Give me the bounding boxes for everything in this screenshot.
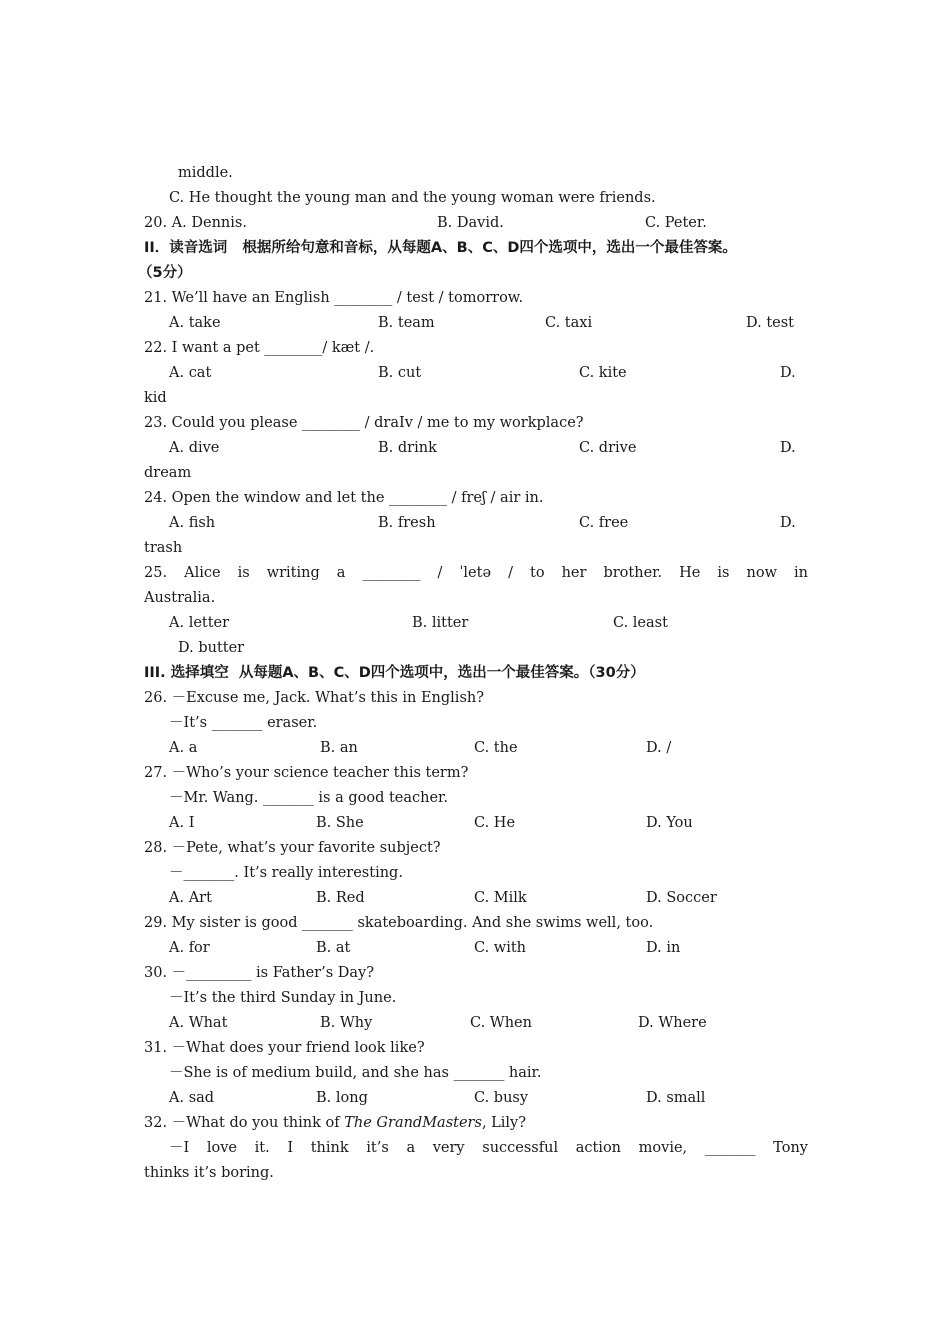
option-c: C. busy: [474, 1090, 529, 1106]
section-heading-2-score: （5分）: [138, 265, 192, 281]
option-d: D. You: [646, 815, 693, 831]
question-22: 22. I want a pet ________/ kæt /.: [144, 340, 375, 356]
option-a: A. a: [169, 740, 198, 756]
question-32-text-end: , Lily?: [481, 1115, 527, 1131]
question-30-options: [144, 1011, 808, 1036]
option-a: A. fish: [169, 515, 216, 531]
option-c: C. When: [470, 1015, 532, 1031]
text-line: thinks it’s boring.: [144, 1165, 274, 1181]
question-25-options: [144, 611, 808, 636]
option-c: C. Peter.: [645, 215, 707, 231]
question-26-options: [144, 736, 808, 761]
answer-line: －It’s _______ eraser.: [169, 715, 318, 731]
question-23-options: [144, 436, 808, 461]
question-22-options: [144, 361, 808, 386]
option-b: B. at: [316, 940, 351, 956]
option-b: B. Red: [316, 890, 365, 906]
option-d: D. /: [646, 740, 672, 756]
question-28-options: [144, 886, 808, 911]
option-d: D.: [780, 515, 796, 531]
text-line: middle.: [178, 165, 233, 181]
option-b: B. drink: [378, 440, 437, 456]
answer-line: －Mr. Wang. _______ is a good teacher.: [169, 790, 449, 806]
option-b: B. fresh: [378, 515, 436, 531]
text-line: trash: [144, 540, 183, 556]
question-31-options: [144, 1086, 808, 1111]
option-a: A. dive: [169, 440, 220, 456]
question-32: [144, 1111, 808, 1136]
option-a: A. I: [169, 815, 195, 831]
question-28: 28. －Pete, what’s your favorite subject?: [144, 840, 441, 856]
text-line: Australia.: [144, 590, 216, 606]
option-c: C. Milk: [474, 890, 527, 906]
option-a: A. Art: [169, 890, 212, 906]
option-a: A. letter: [169, 615, 230, 631]
option-b: B. an: [320, 740, 358, 756]
question-24: 24. Open the window and let the ________ / freʃ / air in.: [144, 490, 544, 506]
movie-title: The GrandMasters: [344, 1115, 482, 1131]
option-c: C. free: [579, 515, 629, 531]
question-30: 30. －_________ is Father’s Day?: [144, 965, 375, 981]
question-32-text: 32. －What do you think of: [144, 1115, 345, 1131]
question-27: 27. －Who’s your science teacher this term?: [144, 765, 469, 781]
option-a: A. cat: [169, 365, 212, 381]
text-line: kid: [144, 390, 167, 406]
section-heading-2: II．读音选词 根据所给句意和音标，从每题A、B、C、D四个选项中，选出一个最佳答案。: [144, 240, 737, 256]
option-b: B. team: [378, 315, 435, 331]
option-c: C. kite: [579, 365, 627, 381]
option-a: 20. A. Dennis.: [144, 215, 247, 231]
option-b: B. Why: [320, 1015, 373, 1031]
option-c: C. the: [474, 740, 518, 756]
option-d: D.: [780, 365, 796, 381]
option-c: C. least: [613, 615, 668, 631]
question-26: 26. －Excuse me, Jack. What’s this in English?: [144, 690, 484, 706]
option-b: B. cut: [378, 365, 422, 381]
answer-line: －It’s the third Sunday in June.: [169, 990, 397, 1006]
option-line: C. He thought the young man and the young woman were friends.: [169, 190, 656, 206]
question-24-options: [144, 511, 808, 536]
answer-line: －I love it. I think it’s a very successful action movie, _______ Tony: [169, 1140, 808, 1156]
option-a: A. take: [169, 315, 221, 331]
question-21: 21. We’ll have an English ________ / test / tomorrow.: [144, 290, 524, 306]
question-29-options: [144, 936, 808, 961]
option-d: D. test: [746, 315, 795, 331]
option-d: D. in: [646, 940, 681, 956]
option-b: B. David.: [437, 215, 504, 231]
option-d: D. butter: [178, 640, 245, 656]
option-c: C. taxi: [545, 315, 593, 331]
option-b: B. She: [316, 815, 364, 831]
option-d: D.: [780, 440, 796, 456]
question-25: 25. Alice is writing a ________ / ˈletə / to her brother. He is now in: [144, 565, 808, 581]
option-d: D. Soccer: [646, 890, 717, 906]
option-a: A. What: [169, 1015, 228, 1031]
option-c: C. He: [474, 815, 516, 831]
option-b: B. long: [316, 1090, 368, 1106]
option-c: C. with: [474, 940, 527, 956]
text-line: dream: [144, 465, 192, 481]
question-31: 31. －What does your friend look like?: [144, 1040, 425, 1056]
answer-line: －_______. It’s really interesting.: [169, 865, 403, 881]
question-21-options: [144, 311, 808, 336]
option-b: B. litter: [412, 615, 469, 631]
question-23: 23. Could you please ________ / draIv / me to my workplace?: [144, 415, 584, 431]
section-heading-3: III. 选择填空 从每题A、B、C、D四个选项中，选出一个最佳答案。（30分）: [144, 665, 645, 681]
option-a: A. for: [169, 940, 210, 956]
option-c: C. drive: [579, 440, 637, 456]
option-d: D. small: [646, 1090, 706, 1106]
question-20: [144, 211, 808, 236]
option-d: D. Where: [638, 1015, 707, 1031]
answer-line: －She is of medium build, and she has _______ hair.: [169, 1065, 542, 1081]
option-a: A. sad: [169, 1090, 215, 1106]
question-29: 29. My sister is good _______ skateboarding. And she swims well, too.: [144, 915, 654, 931]
question-27-options: [144, 811, 808, 836]
